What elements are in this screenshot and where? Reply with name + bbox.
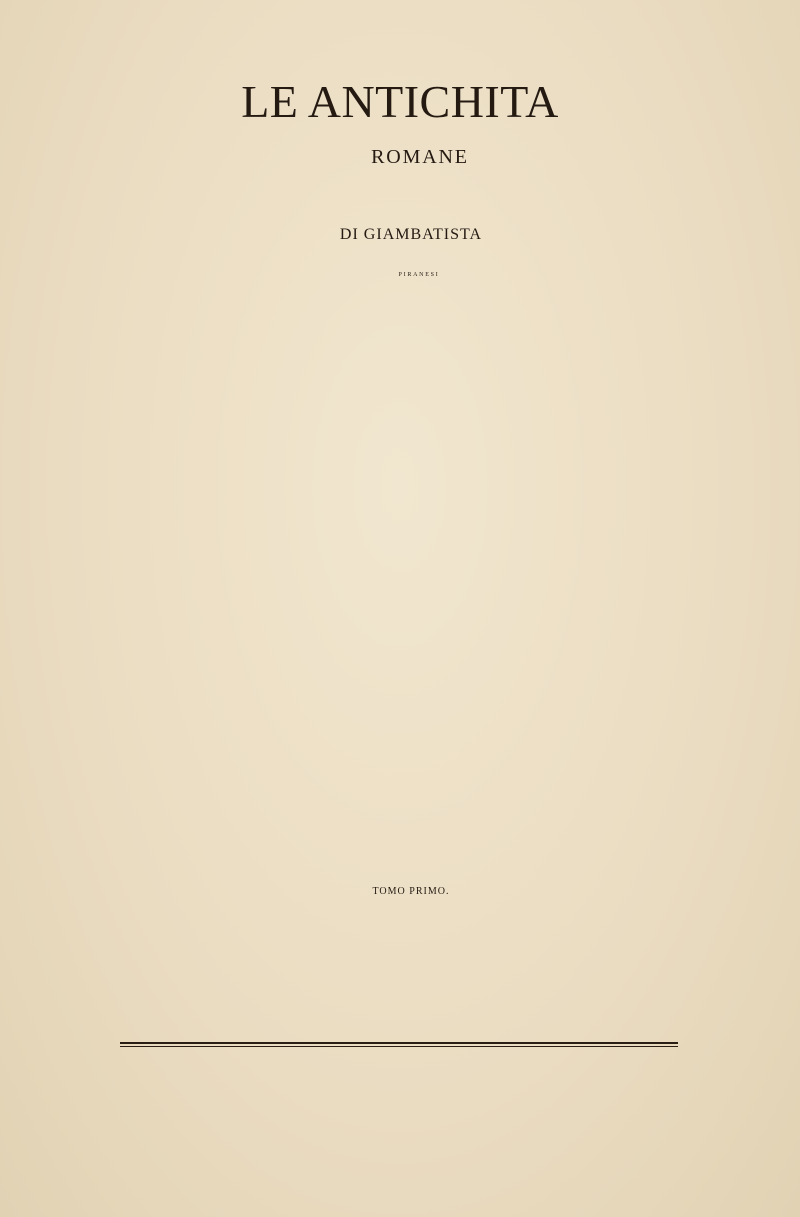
imprint-divider-thin (120, 1046, 678, 1047)
volume-four-line (0, 799, 800, 821)
volume-two-three-line (0, 745, 800, 767)
volume-one-line (0, 404, 800, 420)
volume-four-line (0, 847, 800, 869)
volume-one-line (0, 500, 800, 516)
volume-two-three-heading (0, 620, 800, 644)
volume-one-heading (0, 356, 800, 380)
volumes-note (0, 323, 800, 351)
volume-two-three-line (0, 722, 800, 744)
author-surname: PIRANESI (398, 272, 440, 278)
author-profession (0, 288, 800, 322)
volume-four-line (0, 823, 800, 845)
imprint-licence (0, 1024, 800, 1040)
imprint-divider-thick (120, 1042, 678, 1044)
volume-one-line (0, 481, 800, 497)
imprint-printer (0, 984, 800, 1002)
volume-one-line (0, 462, 800, 478)
volume-one-paragraph-line (0, 570, 800, 592)
title-line-1: LE ANTICHITA (241, 76, 559, 127)
sellers-line-2 (0, 1068, 800, 1084)
volume-one-paragraph-line (0, 546, 800, 568)
tome-label: TOMO PRIMO. (372, 886, 450, 897)
volume-one-line (0, 384, 800, 400)
volume-one-line (0, 443, 800, 459)
volume-two-three-line (0, 674, 800, 696)
imprint-palace (0, 1005, 800, 1021)
volume-two-three-line (0, 650, 800, 672)
volume-one-paragraph-line (0, 594, 800, 616)
opera-label (0, 180, 800, 214)
volume-one-line (0, 424, 800, 440)
volume-four-heading (0, 771, 800, 795)
volume-one-paragraph-line (0, 522, 800, 544)
volume-two-three-line (0, 698, 800, 720)
author-first-name: DI GIAMBATISTA (339, 226, 483, 243)
sellers-line-1 (0, 1050, 800, 1068)
title-line-2: ROMANE (371, 146, 469, 168)
